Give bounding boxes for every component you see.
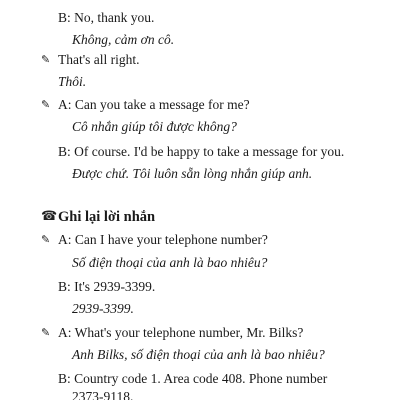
dialog-translation: Không, cảm ơn cô.	[72, 32, 175, 47]
dialog-line-a-bilks: A: What's your telephone number, Mr. Bilks?	[58, 325, 304, 340]
dialog-translation: Anh Bilks, số điện thoại của anh là bao nhiêu?	[72, 347, 325, 362]
dialog-line-a-message: A: Can you take a message for me?	[58, 97, 250, 112]
dialog-translation: Thôi.	[58, 74, 87, 89]
dialog-translation: Số điện thoại của anh là bao nhiêu?	[72, 255, 268, 270]
dialog-translation: Được chứ. Tôi luôn sẵn lòng nhắn giúp anh.	[72, 166, 313, 181]
pencil-icon: ✎	[41, 326, 51, 339]
telephone-icon: ☎	[41, 209, 58, 224]
dialog-line-b-number: B: It's 2939-3399.	[58, 279, 156, 294]
dialog-line-thats-all-right: That's all right.	[58, 52, 140, 67]
dialog-translation: 2939-3399.	[72, 301, 134, 316]
section-title: Ghi lại lời nhắn	[58, 209, 156, 225]
pencil-icon: ✎	[41, 53, 51, 66]
dialog-line-b-no-thanks: B: No, thank you.	[58, 10, 155, 25]
dialog-line-b-country-continued: 2373-9118.	[72, 389, 134, 400]
dialog-translation: Cô nhắn giúp tôi được không?	[72, 119, 237, 134]
pencil-icon: ✎	[41, 98, 51, 111]
dialog-line-a-phone: A: Can I have your telephone number?	[58, 232, 268, 247]
dialog-line-b-of-course: B: Of course. I'd be happy to take a message for you.	[58, 144, 345, 159]
pencil-icon: ✎	[41, 233, 51, 246]
dialog-line-b-country: B: Country code 1. Area code 408. Phone number	[58, 371, 328, 386]
